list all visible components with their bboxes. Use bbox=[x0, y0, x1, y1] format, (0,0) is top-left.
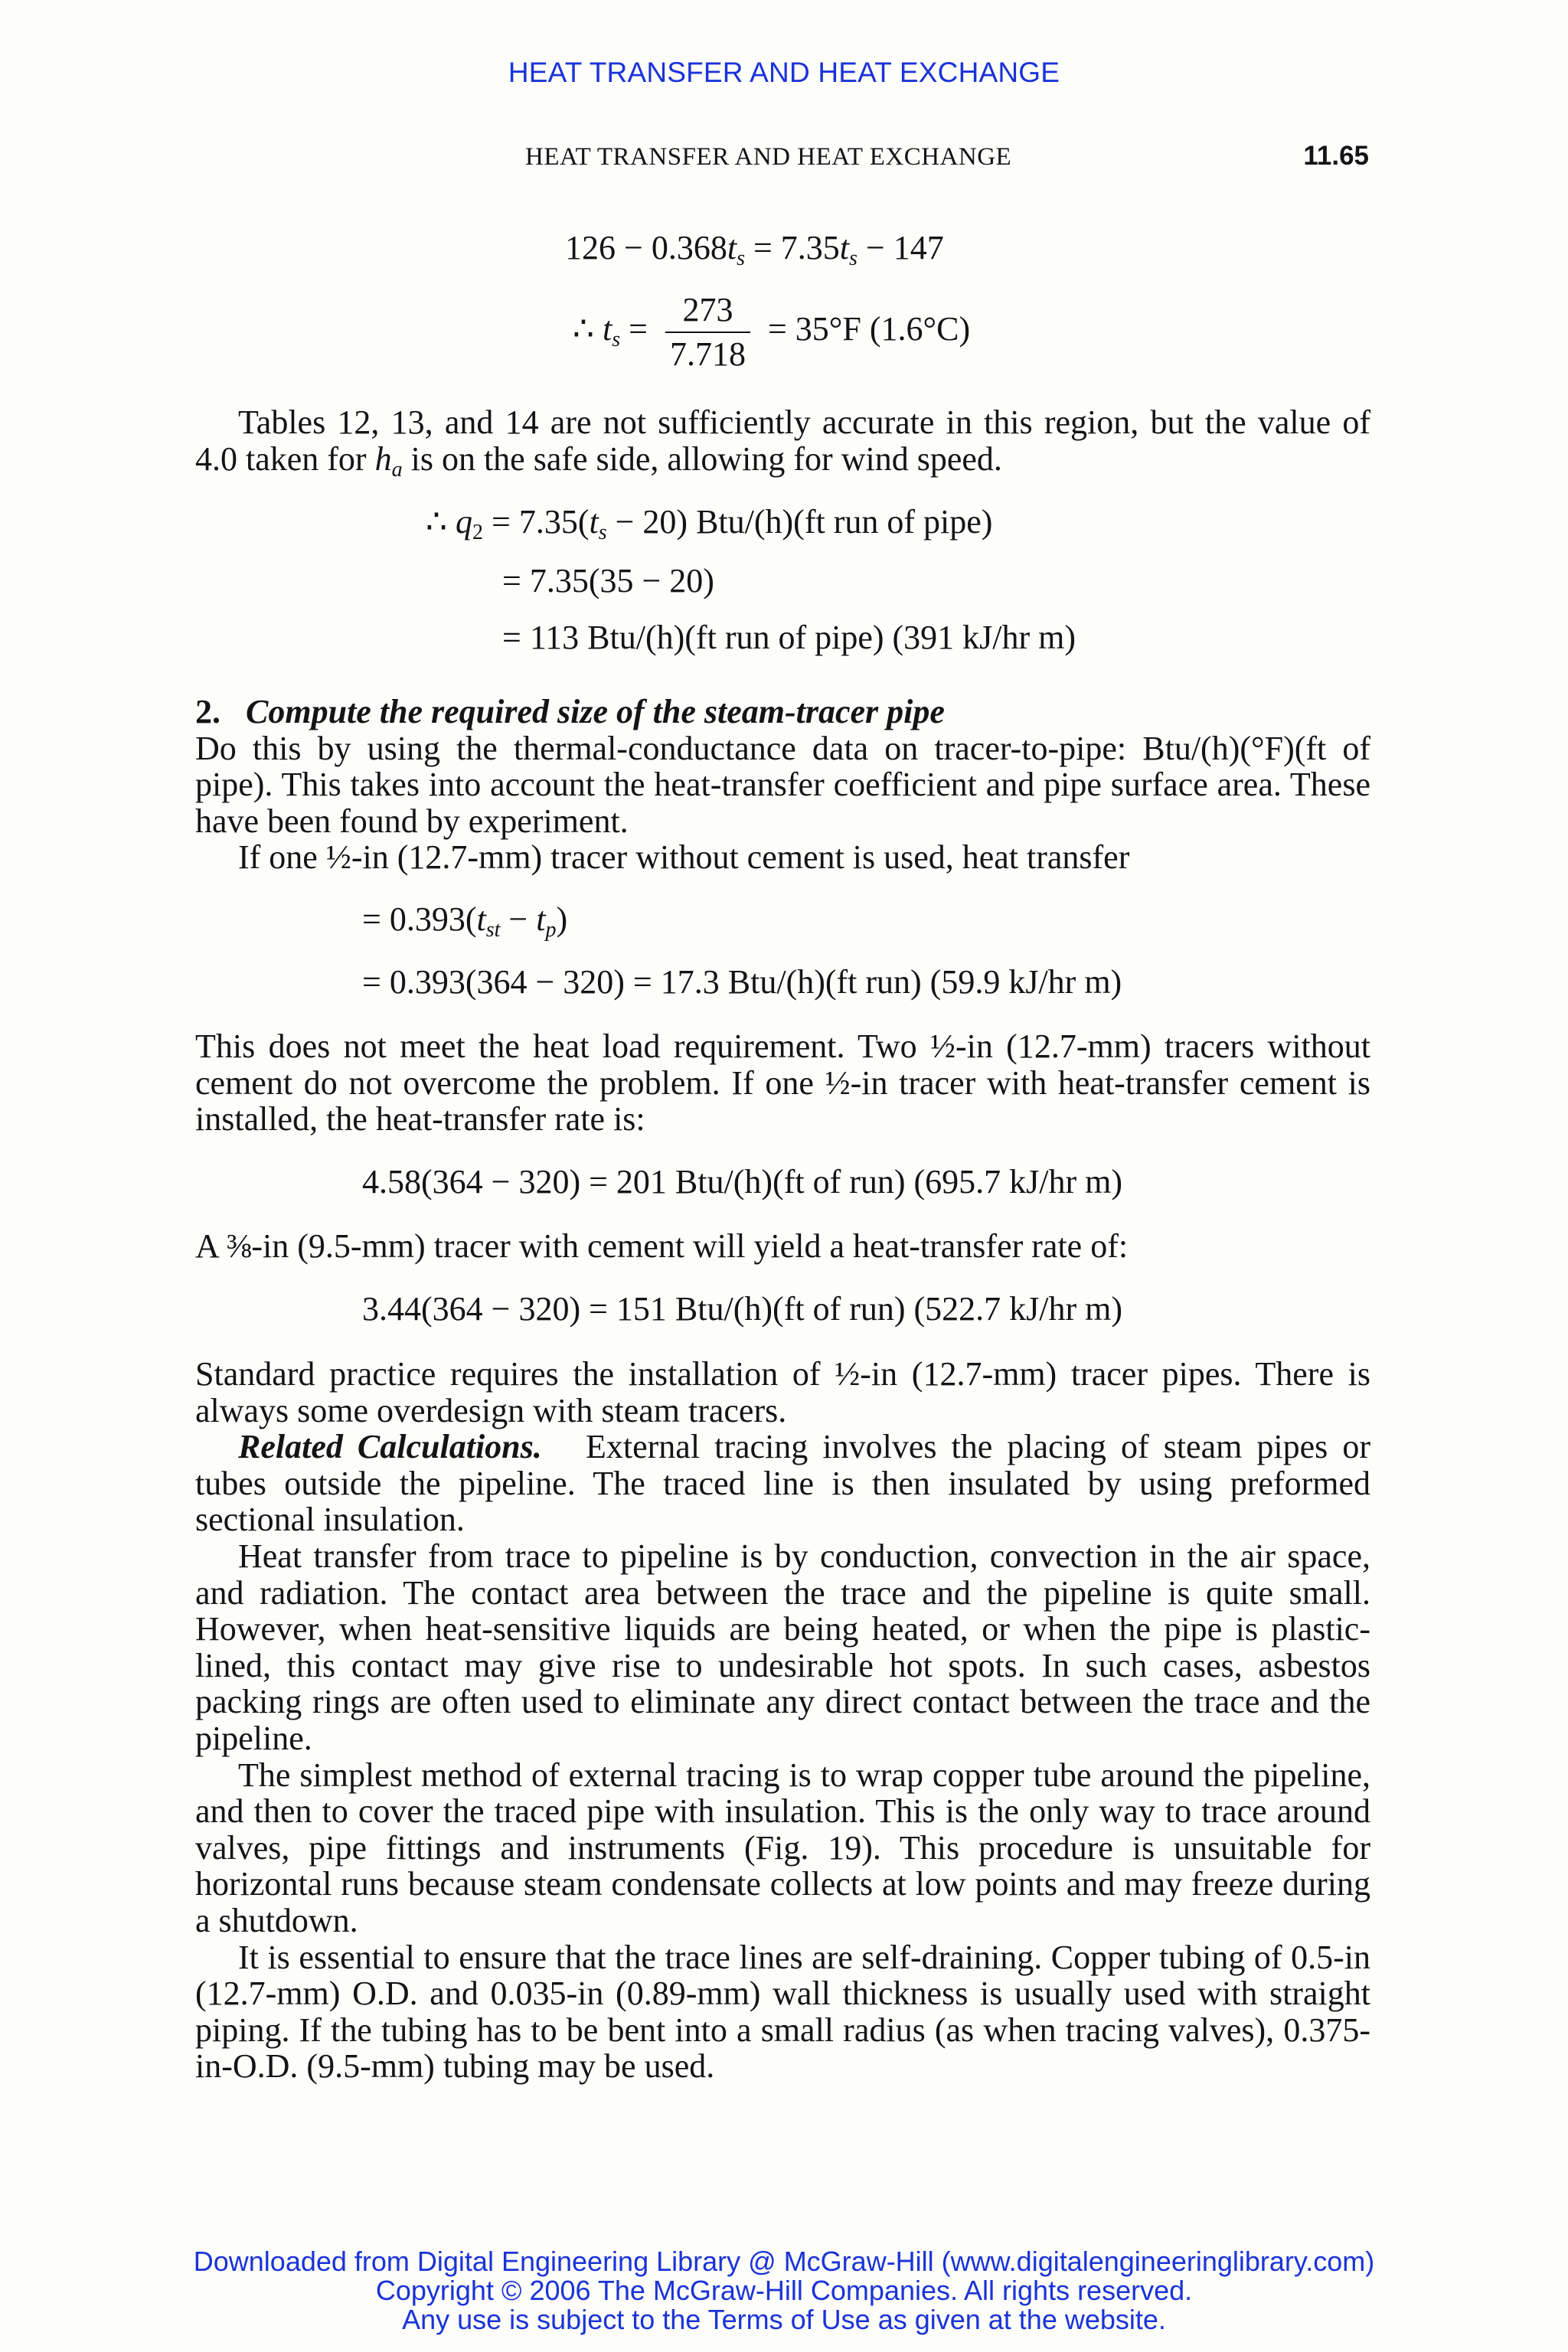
step-2-section bbox=[195, 694, 1370, 876]
self-draining-paragraph: It is essential to ensure that the trace lines are self-draining. Copper tubing of 0.5-in (12.7-mm) O.D. and 0.035-in (0.89-mm) wall thickness is usually used with straight piping. If the tubing has to be bent into a small radius (as when tracing valves), 0.375-in-O.D. (9.5-mm) tubing may be used. bbox=[195, 1938, 1370, 2086]
conduction-paragraph: Heat transfer from trace to pipeline is by conduction, convection in the air space, and radiation. The contact area between the trace and the pipeline is quite small. However, when heat-sensitive liquids are being heated, or when the pipe is plastic-lined, this contact may give rise to undesirable hot spots. In such cases, asbestos packing rings are often used to eliminate any direct contact between the trace and the pipeline. bbox=[195, 1537, 1370, 1757]
footer-download-link[interactable]: Downloaded from Digital Engineering Library @ McGraw-Hill (www.digitalengineeringlibrary.com) bbox=[193, 2246, 1375, 2277]
standard-practice-paragraph: Standard practice requires the installation of ½-in (12.7-mm) tracer pipes. There is always some overdesign with steam tracers. bbox=[195, 1355, 1370, 1429]
equation-surface-temp-result: ∴ $t_s$ = $\frac{273}{7.718}$ = 35°F (1.6°C) bbox=[573, 291, 971, 373]
fraction: $\frac{273}{7.718}$ bbox=[665, 293, 750, 371]
related-calculations-paragraph: Related Calculations. External tracing involves the placing of steam pipes or tubes outside the pipeline. The traced line is then insulated by using preformed sectional insulation. bbox=[195, 1428, 1371, 1539]
equation-surface-temp-balance: $126 - 0.368t_s = 7.35t_s - 147$ bbox=[565, 229, 944, 270]
closing-paragraphs bbox=[195, 1356, 1370, 2085]
equation-half-inch-cement: 4.58(364 − 320) = 201 Btu/(h)(ft of run) (695.7 kJ/hr m) bbox=[362, 1163, 1123, 1200]
step-2-heading: 2. Compute the required size of the steam-tracer pipe bbox=[195, 693, 945, 730]
copyright-footer bbox=[0, 2247, 1568, 2334]
one-tracer-paragraph: If one ½-in (12.7-mm) tracer without cement is used, heat transfer bbox=[238, 838, 1130, 877]
equation-three-eighths-cement: 3.44(364 − 320) = 151 Btu/(h)(ft of run) (522.7 kJ/hr m) bbox=[362, 1290, 1123, 1328]
footer-copyright: Copyright © 2006 The McGraw-Hill Companies. All rights reserved. bbox=[375, 2275, 1193, 2306]
tables-accuracy-paragraph: Tables 12, 13, and 14 are not sufficiently accurate in this region, but the value of 4.0 taken for $h_a$ is on the safe side, allowing for wind speed. bbox=[195, 403, 1370, 482]
simplest-method-paragraph: The simplest method of external tracing is to wrap copper tube around the pipeline, and then to cover the traced pipe with insulation. This is the only way to trace around valves, pipe fittings and instruments (Fig. 19). This procedure is unsuitable for horizontal runs because steam condensate collects at low points and may freeze during a shutdown. bbox=[195, 1756, 1370, 1939]
step-2-paragraph: Do this by using the thermal-conductance data on tracer-to-pipe: Btu/(h)(°F)(ft of pipe). This takes into account the heat-transfer coefficient and pipe surface area. These have been found by experiment. bbox=[195, 729, 1370, 840]
download-banner-title[interactable]: HEAT TRANSFER AND HEAT EXCHANGE bbox=[508, 57, 1060, 88]
running-head: HEAT TRANSFER AND HEAT EXCHANGE bbox=[525, 143, 1012, 171]
footer-terms-link[interactable]: Any use is subject to the Terms of Use as given at the website. bbox=[402, 2304, 1166, 2335]
equation-q2-line2: = 7.35(35 − 20) bbox=[502, 562, 714, 599]
heat-load-paragraph: This does not meet the heat load requirement. Two ½-in (12.7-mm) tracers without cement do not overcome the problem. If one ½-in tracer with heat-transfer cement is installed, the heat-transfer rate is: bbox=[195, 1027, 1370, 1138]
equation-q2-line1: ∴ $q_2 = 7.35(t_s - 20)$ Btu/(h)(ft run of pipe) bbox=[426, 503, 993, 544]
equation-tracer-line1: = $0.393(t_{st} - t_p)$ bbox=[362, 900, 568, 942]
equation-tracer-line2: = 0.393(364 − 320) = 17.3 Btu/(h)(ft run) (59.9 kJ/hr m) bbox=[362, 963, 1122, 1001]
page-number: 11.65 bbox=[1303, 141, 1369, 171]
equation-q2-line3: = 113 Btu/(h)(ft run of pipe) (391 kJ/hr m) bbox=[502, 619, 1076, 656]
three-eighths-paragraph: A ⅜-in (9.5-mm) tracer with cement will yield a heat-transfer rate of: bbox=[195, 1227, 1129, 1265]
